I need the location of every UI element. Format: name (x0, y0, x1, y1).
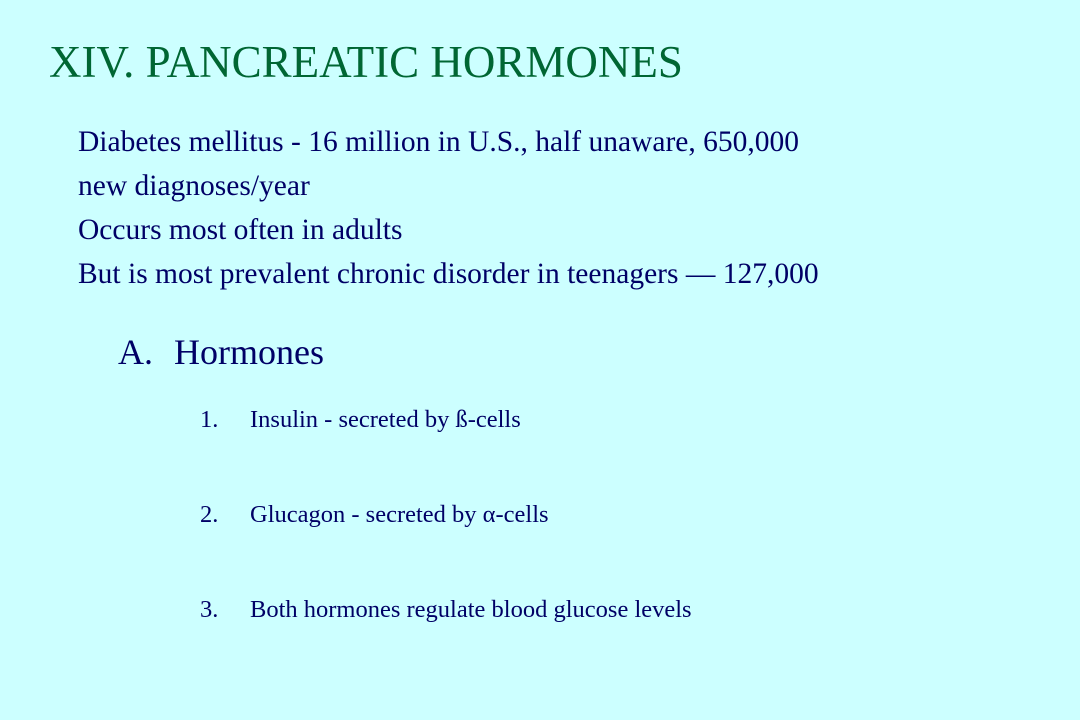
intro-line: Diabetes mellitus - 16 million in U.S., half unaware, 650,000 (78, 126, 799, 158)
intro-line: new diagnoses/year (78, 170, 310, 202)
section-label: Hormones (174, 332, 324, 372)
list-item-text: Both hormones regulate blood glucose levels (250, 596, 692, 623)
list-item-text: Glucagon - secreted by α-cells (250, 501, 549, 528)
list-item-number: 2. (200, 501, 219, 528)
intro-line: Occurs most often in adults (78, 214, 403, 246)
intro-line: But is most prevalent chronic disorder in teenagers — 127,000 (78, 258, 819, 290)
section-marker: A. (118, 332, 153, 372)
list-item-number: 3. (200, 596, 219, 623)
slide-title: XIV. PANCREATIC HORMONES (49, 37, 683, 87)
section-heading (118, 330, 324, 374)
numbered-list (200, 396, 1060, 633)
list-item-number: 1. (200, 406, 219, 433)
list-item (200, 586, 1060, 633)
list-item-text: Insulin - secreted by ß-cells (250, 406, 521, 433)
list-item (200, 396, 1060, 443)
list-item (200, 491, 1060, 538)
intro-block (78, 120, 1068, 296)
